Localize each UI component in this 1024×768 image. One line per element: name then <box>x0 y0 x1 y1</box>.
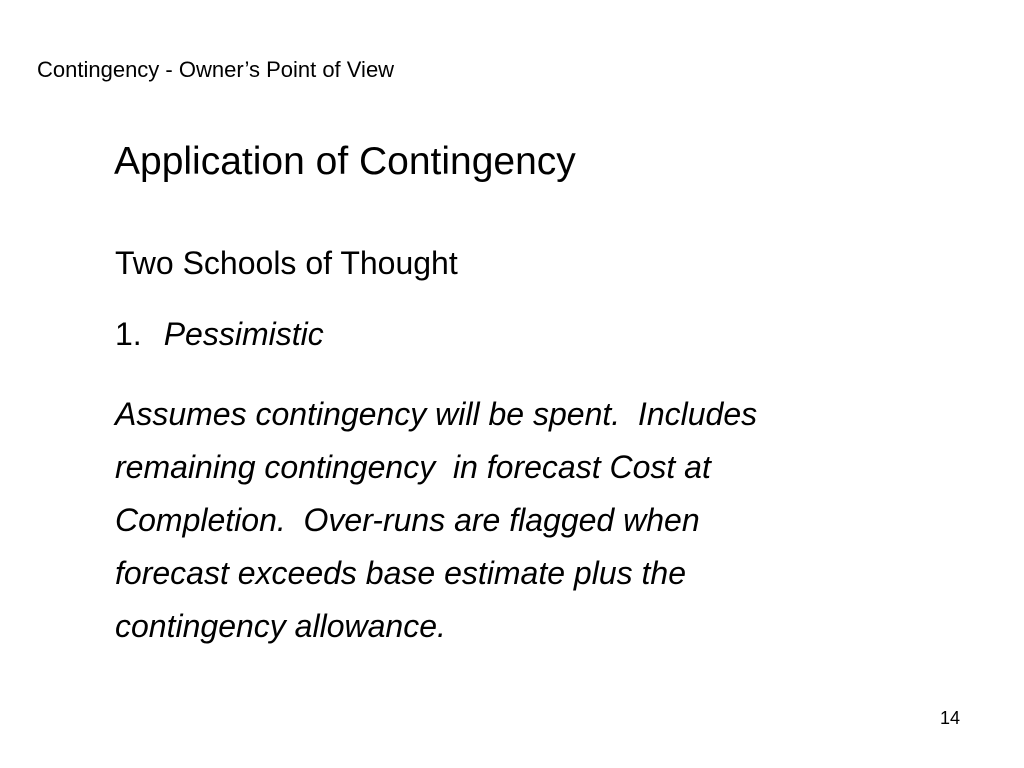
paragraph-line: forecast exceeds base estimate plus the <box>115 555 686 591</box>
paragraph-line: Completion. Over-runs are flagged when <box>115 502 700 538</box>
paragraph-line: Assumes contingency will be spent. Includes <box>115 396 758 432</box>
paragraph-line: remaining contingency in forecast Cost at <box>115 449 711 485</box>
page-number: 14 <box>940 708 961 728</box>
list-item-label: Pessimistic <box>163 316 324 352</box>
subheading: Two Schools of Thought <box>115 245 458 281</box>
list-item-number: 1. <box>115 316 142 352</box>
slide-title: Application of Contingency <box>114 140 576 183</box>
list-item <box>115 314 324 354</box>
body-paragraph <box>115 388 935 653</box>
slide-header: Contingency - Owner’s Point of View <box>37 57 395 82</box>
paragraph-line: contingency allowance. <box>115 608 446 644</box>
